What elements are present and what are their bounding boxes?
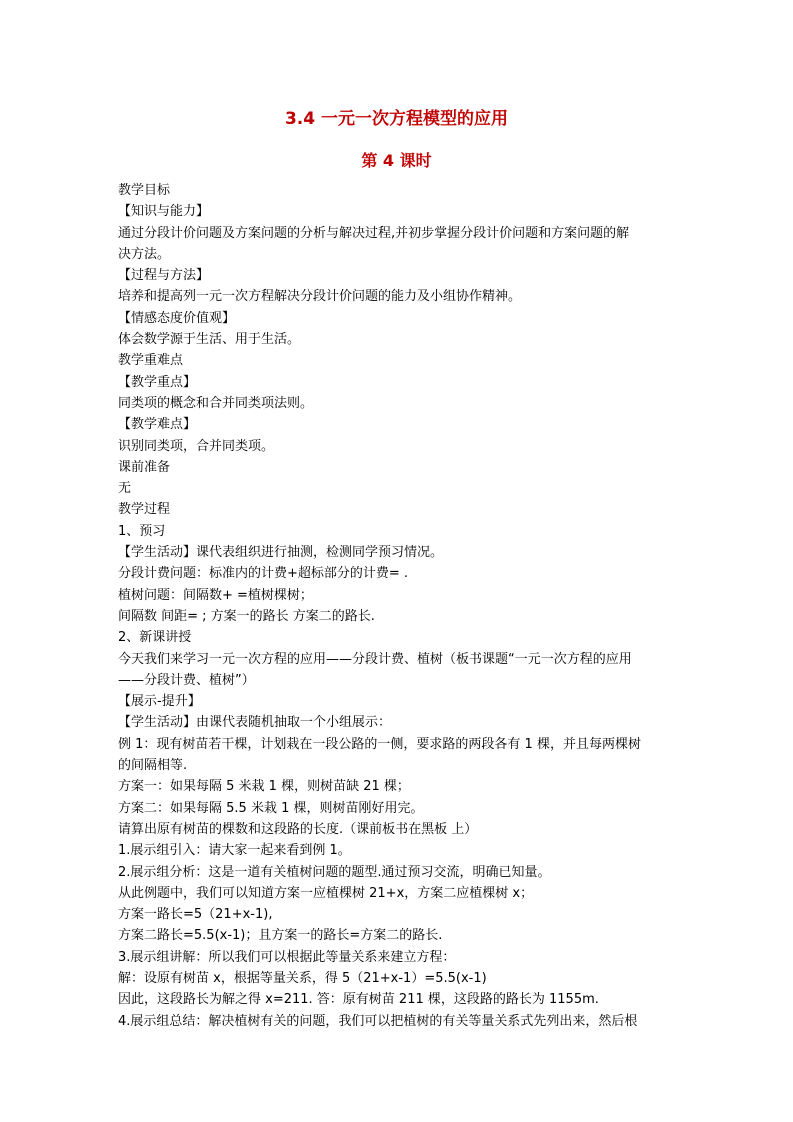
text-line: 间隔数 间距= ; 方案一的路长 方案二的路长.	[118, 608, 375, 624]
text-line: 教学过程	[118, 502, 171, 518]
text-line: 【展示-提升】	[118, 694, 201, 710]
text-line: 通过分段计价问题及方案问题的分析与解决过程,并初步掌握分段计价问题和方案问题的解	[118, 225, 630, 241]
text-line: 【学生活动】课代表组织进行抽测，检测同学预习情况。	[118, 545, 444, 561]
text-line: 从此例题中，我们可以知道方案一应植棵树 21+x，方案二应植棵树 x；	[118, 885, 534, 901]
text-line: 方案一：如果每隔 5 米栽 1 棵，则树苗缺 21 棵；	[118, 779, 410, 795]
text-line: 【教学难点】	[118, 417, 197, 433]
text-line: 无	[118, 481, 132, 497]
text-line: 【过程与方法】	[118, 268, 210, 284]
text-line: 体会数学源于生活、用于生活。	[118, 332, 301, 348]
text-line: 教学目标	[118, 183, 171, 198]
text-line: 的间隔相等.	[118, 758, 188, 774]
text-line: 课前准备	[118, 459, 171, 475]
text-line: 教学重难点	[118, 353, 184, 369]
text-line: 【情感态度价值观】	[118, 310, 236, 326]
text-line: 分段计费问题：标准内的计费+超标部分的计费= .	[118, 566, 409, 582]
text-line: ——分段计费、植树”）	[118, 672, 255, 688]
text-line: 培养和提高列一元一次方程解决分段计价问题的能力及小组协作精神。	[118, 289, 522, 305]
text-line: 1、预习	[118, 523, 166, 539]
text-line: 今天我们来学习一元一次方程的应用——分段计费、植树（板书课题“一元一次方程的应用	[118, 651, 632, 667]
text-line: 识别同类项，合并同类项。	[118, 438, 275, 454]
text-line: 同类项的概念和合并同类项法则。	[118, 395, 314, 411]
text-line: 4.展示组总结：解决植树有关的问题，我们可以把植树的有关等量关系式先列出来，然后根	[118, 1013, 638, 1029]
text-line: 1.展示组引入：请大家一起来看到例 1。	[118, 843, 351, 859]
text-line: 因此，这段路长为解之得 x=211. 答：原有树苗 211 棵，这段路的路长为 1155m.	[118, 992, 599, 1008]
text-line: 决方法。	[118, 246, 171, 262]
text-line: 例 1：现有树苗若干棵，计划栽在一段公路的一侧，要求路的两段各有 1 棵，并且每两棵树	[118, 736, 641, 752]
text-line: 方案二：如果每隔 5.5 米栽 1 棵，则树苗刚好用完。	[118, 800, 424, 816]
text-line: 方案一路长=5（21+x-1),	[118, 907, 273, 923]
text-line: 请算出原有树苗的棵数和这段路的长度.（课前板书在黑板 上）	[118, 821, 478, 837]
text-line: 【知识与能力】	[118, 204, 210, 220]
text-line: 解：设原有树苗 x，根据等量关系，得 5（21+x-1）=5.5(x-1)	[118, 970, 487, 986]
lesson-subtitle: 第 4 课时	[361, 151, 432, 170]
text-line: 【学生活动】由课代表随机抽取一个小组展示：	[118, 715, 392, 731]
text-line: 【教学重点】	[118, 374, 197, 390]
text-line: 2.展示组分析：这是一道有关植树问题的题型.通过预习交流，明确已知量。	[118, 864, 551, 880]
text-line: 植树问题：间隔数+ =植树棵树；	[118, 587, 313, 603]
text-line: 方案二路长=5.5(x-1)；且方案一的路长=方案二的路长.	[118, 928, 443, 944]
document-title: 3.4 一元一次方程模型的应用	[284, 109, 509, 129]
text-line: 3.展示组讲解：所以我们可以根据此等量关系来建立方程：	[118, 949, 456, 965]
document-body	[118, 180, 678, 1032]
text-line: 2、新课讲授	[118, 630, 192, 646]
